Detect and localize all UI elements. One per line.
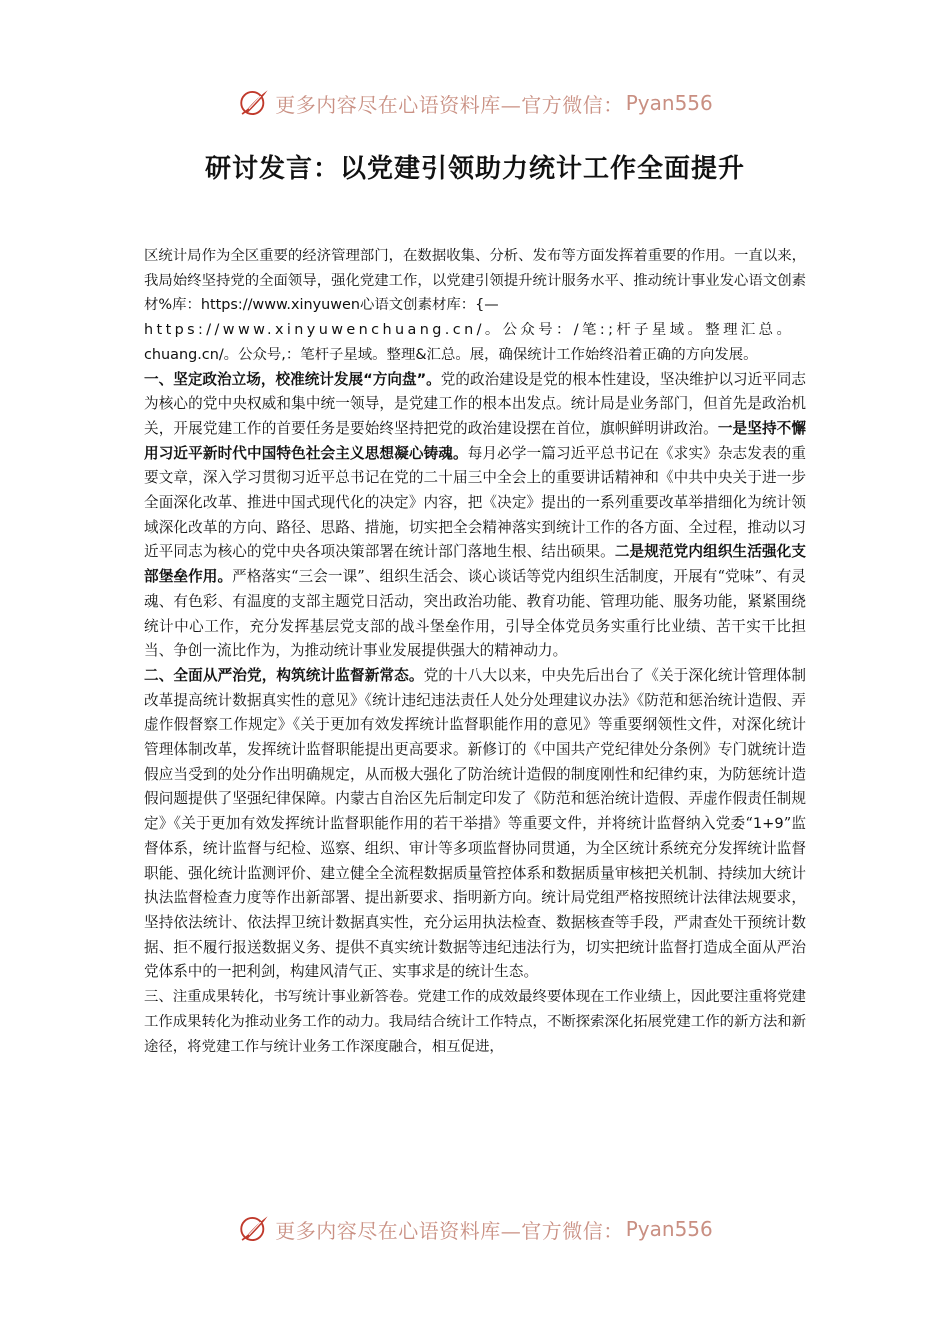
footer-banner-wechat-id: Pyan556 [625,1217,713,1241]
quill-pen-logo-icon [237,1212,271,1246]
footer-banner [0,1206,950,1252]
footer-banner-text: 更多内容尽在心语资料库—官方微信： [275,1218,624,1243]
intro-text-c: chuang.cn/。公众号,：笔杆子星域。整理&汇总。展，确保统计工作始终沿着正确的方向发展。 [144,346,758,363]
header-banner [0,80,950,126]
section-one-point-two-heading: 二是规范党内组织生活强化支部堡垒作用。 [144,543,806,586]
section-two-heading: 二、全面从严治党，构筑统计监督新常态。 [144,666,424,684]
section-two-text-b: ”监督体系，统计监督与纪检、巡察、组织、审计等多项监督协同贯通，为全区统计系统充分发挥统计监督职能、强化统计监测评价、建立健全全流程数据质量管控体系和数据质量审核把关机制、持续加大统计执法监督检查力度等作出新部署、提出新要求、指明新方向。统计局党组严格按照统计法律法规要求，坚持依法统计、依法捍卫统计数据真实性，充分运用执法检查、数据核查等手段，严肃查处干预统计数据、拒不履行报送数据义务、提供不真实统计数据等违纪违法行为，切实把统计监督打造成全面从严治党体系中的一把利剑，构建风清气正、实事求是的统计生态。 [144,815,806,981]
section-one-point-two-text: 严格落实“三会一课”、组织生活会、谈心谈话等党内组织生活制度，开展有“党味”、有灵魂、有色彩、有温度的支部主题党日活动，突出政治功能、教育功能、管理功能、服务功能，紧紧围绕统计中心工作，充分发挥基层党支部的战斗堡垒作用，引导全体党员务实重行比业绩、苦干实干比担当、争创一流比作为，为推动统计事业发展提供强大的精神动力。 [144,568,806,660]
intro-text-b: https://www.xinyuwenchuang.cn/。公众号：/笔:;杆子星域。整理汇总。 [144,322,795,339]
intro-paragraph [144,244,806,368]
section-one-point-one-heading: 一是坚持不懈用习近平新时代中国特色社会主义思想凝心铸魂。 [144,419,806,462]
header-banner-wechat-id: Pyan556 [625,91,713,115]
quill-pen-logo-icon [237,86,271,120]
section-two-paragraph [144,664,806,985]
section-one-heading: 一、坚定政治立场，校准统计发展“方向盘”。 [144,370,441,388]
section-one-point-one-text: 每月必学一篇习近平总书记在《求实》杂志发表的重要文章，深入学习贯彻习近平总书记在党的二十届三中全会上的重要讲话精神和《中共中央关于进一步全面深化改革、推进中国式现代化的决定》内容，把《决定》提出的一系列重要改革举措细化为统计领域深化改革的方向、路径、思路、措施，切实把全会精神落实到统计工作的各方面、全过程，推动以习近平同志为核心的党中央各项决策部署在统计部门落地生根、结出硕果。 [144,444,806,561]
section-two-number: 1+9 [752,815,784,833]
document-body [144,244,806,1059]
section-one-text: 党的政治建设是党的根本性建设，坚决维护以习近平同志为核心的党中央权威和集中统一领导，是党建工作的根本出发点。统计局是业务部门，但首先是政治机关，开展党建工作的首要任务是要始终坚持把党的政治建设摆在首位，旗帜鲜明讲政治。 [144,370,806,437]
document-title: 研讨发言：以党建引领助力统计工作全面提升 [204,154,745,184]
section-three-paragraph: 三、注重成果转化，书写统计事业新答卷。党建工作的成效最终要体现在工作业绩上，因此要注重将党建工作成果转化为推动业务工作的动力。我局结合统计工作特点，不断探索深化拓展党建工作的新方法和新途径，将党建工作与统计业务工作深度融合，相互促进， [144,989,806,1055]
section-two-text-a: 党的十八大以来，中央先后出台了《关于深化统计管理体制改革提高统计数据真实性的意见》《统计违纪违法责任人处分处理建议办法》《防范和惩治统计造假、弄虚作假督察工作规定》《关于更加有效发挥统计监督职能作用的意见》等重要纲领性文件，对深化统计管理体制改革，发挥统计监督职能提出更高要求。新修订的《中国共产党纪律处分条例》专门就统计造假应当受到的处分作出明确规定，从而极大强化了防治统计造假的制度刚性和纪律约束，为防惩统计造假问题提供了坚强纪律保障。内蒙古自治区先后制定印发了《防范和惩治统计造假、弄虚作假责任制规定》《关于更加有效发挥统计监督职能作用的若干举措》等重要文件，并将统计监督纳入党委“ [144,666,806,833]
header-banner-text: 更多内容尽在心语资料库—官方微信： [275,92,624,117]
section-one-paragraph [144,368,806,664]
intro-text-a: 区统计局作为全区重要的经济管理部门，在数据收集、分析、发布等方面发挥着重要的作用。一直以来，我局始终坚持党的全面领导，强化党建工作，以党建引领提升统计服务水平、推动统计事业发心语文创素材%库：https://www.xinyuwen心语文创素材库：{— [144,248,806,314]
